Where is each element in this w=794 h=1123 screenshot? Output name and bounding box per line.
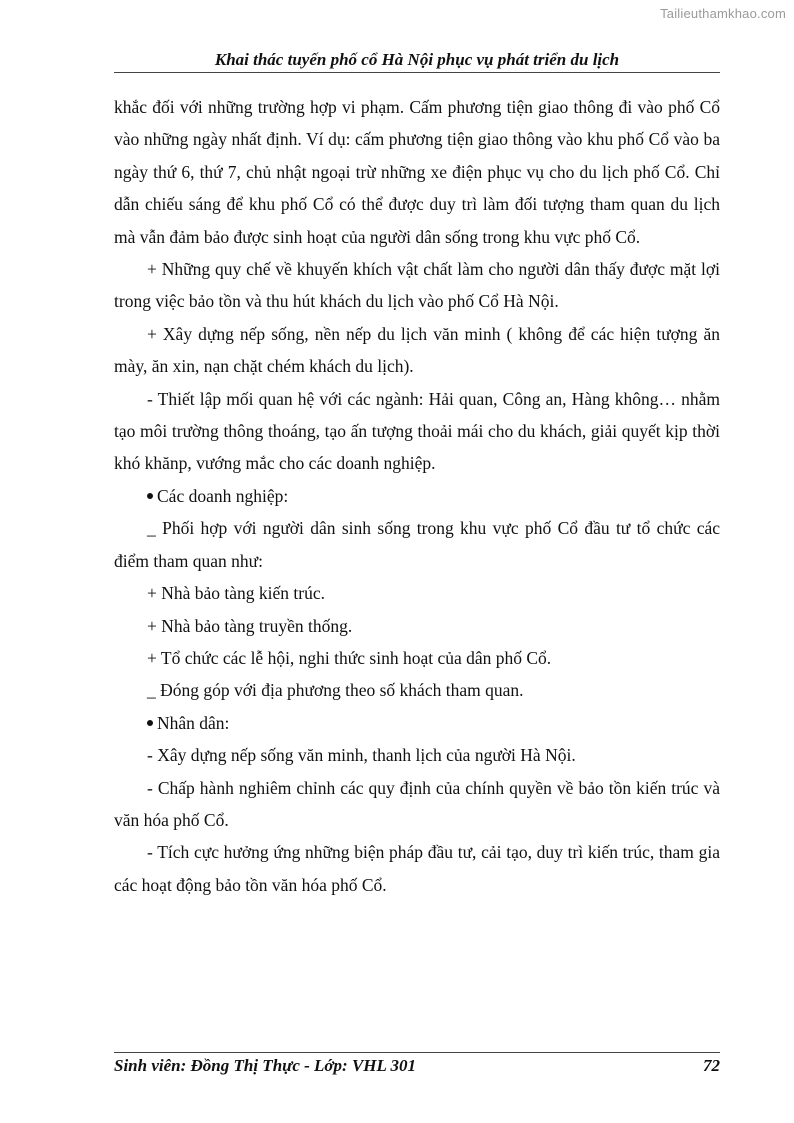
bullet-heading-text: Nhân dân: [157,712,230,733]
bullet-heading-text: Các doanh nghiệp: [157,485,289,506]
page-number: 72 [703,1056,720,1075]
paragraph-7: + Nhà bảo tàng kiến trúc. [147,583,326,604]
paragraph-13: - Chấp hành nghiêm chỉnh các quy định của chính quyền về bảo tồn kiến trúc và văn hóa phố Cổ. [114,777,720,830]
paragraph-1: khắc đối với những trường hợp vi phạm. Cấm phương tiện giao thông đi vào phố Cổ vào những ngày nhất định. Ví dụ: cấm phương tiện giao thông vào khu phố Cổ vào ba ngày thứ 6, thứ 7, chủ nhật ngoại trừ những xe điện phục vụ cho du lịch phố Cổ. Chỉ dẫn chiếu sáng để khu phố Cổ có thể được duy trì làm đối tượng tham quan du lịch mà vẫn đảm bảo được sinh hoạt của người dân sống trong khu vực phố Cổ. [114,97,720,247]
paragraph-3: + Xây dựng nếp sống, nền nếp du lịch văn minh ( không để các hiện tượng ăn mày, ăn xin, nạn chặt chém khách du lịch). [114,323,720,377]
document-body [114,91,720,901]
paragraph-6: _ Phối hợp với người dân sinh sống trong khu vực phố Cổ đầu tư tổ chức các điểm tham quan như: [114,518,720,571]
bullet-icon [147,493,153,499]
paragraph-8: + Nhà bảo tàng truyền thống. [147,615,353,636]
paragraph-14: - Tích cực hưởng ứng những biện pháp đầu tư, cải tạo, duy trì kiến trúc, tham gia các hoạt động bảo tồn văn hóa phố Cổ. [114,842,720,895]
header-divider [114,72,720,73]
footer-divider [114,1052,720,1053]
paragraph-9: + Tổ chức các lễ hội, nghi thức sinh hoạt của dân phố Cổ. [147,647,552,668]
paragraph-10: _ Đóng góp với địa phương theo số khách tham quan. [147,680,524,701]
bullet-heading-businesses [114,480,720,512]
page-header-title: Khai thác tuyến phố cổ Hà Nội phục vụ phát triển du lịch [214,50,620,69]
footer-author: Sinh viên: Đồng Thị Thực - Lớp: VHL 301 [114,1056,417,1075]
bullet-heading-residents [114,707,720,739]
paragraph-4: - Thiết lập mối quan hệ với các ngành: Hải quan, Công an, Hàng không… nhằm tạo môi trường thông thoáng, tạo ấn tượng thoải mái cho du khách, giải quyết kịp thời khó khănp, vướng mắc cho các doanh nghiệp. [114,388,720,474]
bullet-icon [147,720,153,726]
paragraph-12: - Xây dựng nếp sống văn minh, thanh lịch của người Hà Nội. [147,745,576,766]
watermark: Tailieuthamkhao.com [660,6,786,21]
paragraph-2: + Những quy chế về khuyến khích vật chất làm cho người dân thấy được mặt lợi trong việc bảo tồn và thu hút khách du lịch vào phố Cổ Hà Nội. [114,259,720,312]
